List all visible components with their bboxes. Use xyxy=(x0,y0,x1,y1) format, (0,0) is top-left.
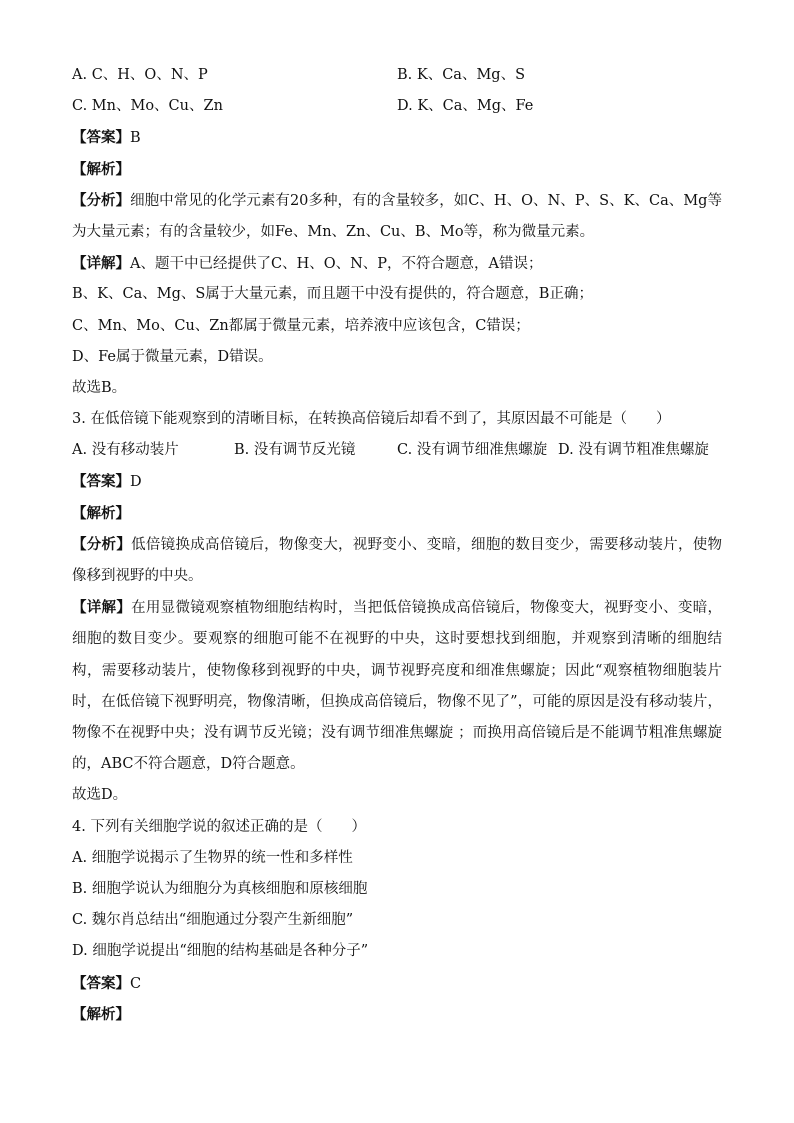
q3-xiangjie-text: 在用显微镜观察植物细胞结构时，当把低倍镜换成高倍镜后，物像变大，视野变小、变暗，细胞的数目变少。要观察的细胞可能不在视野的中央，这时要想找到细胞，并观察到清晰的细胞结构，需要移动装片，使物像移到视野的中央，调节视野亮度和细准焦螺旋；因此“观察植物细胞装片时，在低倍镜下视野明亮，物像清晰，但换成高倍镜后，物像不见了”，可能的原因是没有移动装片，物像不在视野中央；没有调节反光镜；没有调节细准焦螺旋 ；而换用高倍镜后是不能调节粗准焦螺旋的，ABC不符合题意，D符合题意。 xyxy=(72,600,723,773)
q2-answer-value: B xyxy=(130,130,141,147)
q2-analysis-heading xyxy=(72,154,722,185)
q3-fenxi-tag: 【分析】 xyxy=(72,535,132,553)
q2-fenxi-text: 细胞中常见的化学元素有20多种，有的含量较多，如C、H、O、N、P、S、K、Ca、Mg等为大量元素；有的含量较少，如Fe、Mn、Zn、Cu、B、Mo等，称为微量元素。 xyxy=(72,192,722,240)
q3-option-d: D. 没有调节粗准焦螺旋 xyxy=(558,442,709,459)
q3-stem: 3. 在低倍镜下能观察到的清晰目标，在转换高倍镜后却看不到了，其原因最不可能是（ ） xyxy=(72,411,671,428)
q4-option-a: A. 细胞学说揭示了生物界的统一性和多样性 xyxy=(72,849,353,866)
q3-xiangjie xyxy=(72,592,722,780)
q2-option-a: A. C、H、O、N、P xyxy=(72,67,208,83)
q3-options-row xyxy=(72,435,722,466)
q4-analysis-tag: 【解析】 xyxy=(72,1005,130,1023)
q2-conclusion: 故选B。 xyxy=(72,379,127,396)
q3-answer xyxy=(72,466,722,497)
q2-xiangjie-tag: 【详解】 xyxy=(72,255,130,273)
q2-answer-tag: 【答案】 xyxy=(72,129,130,147)
q2-options-row-2 xyxy=(72,91,722,122)
q4-option-d: D. 细胞学说提出“细胞的结构基础是各种分子” xyxy=(72,943,369,960)
q2-analysis-tag: 【解析】 xyxy=(72,160,130,178)
q3-analysis-heading xyxy=(72,498,722,529)
document-page xyxy=(72,60,722,1030)
q2-xiangjie-b: B、K、Ca、Mg、S属于大量元素，而且题干中没有提供的，符合题意，B正确； xyxy=(72,286,593,303)
q3-fenxi-text: 低倍镜换成高倍镜后，物像变大，视野变小、变暗，细胞的数目变少，需要移动装片，使物像移到视野的中央。 xyxy=(72,536,723,585)
q4-answer-value: C xyxy=(130,975,142,992)
q3-option-b: B. 没有调节反光镜 xyxy=(234,442,356,459)
q3-option-a: A. 没有移动装片 xyxy=(72,442,179,459)
q2-option-c: C. Mn、Mo、Cu、Zn xyxy=(72,98,223,115)
q4-stem: 4. 下列有关细胞学说的叙述正确的是（ ） xyxy=(72,818,366,835)
q4-analysis-heading xyxy=(72,999,722,1030)
q2-xiangjie-a-text: A、题干中已经提供了C、H、O、N、P，不符合题意，A错误； xyxy=(130,256,543,273)
q2-option-b: B. K、Ca、Mg、S xyxy=(397,67,526,83)
q3-conclusion: 故选D。 xyxy=(72,787,128,804)
q4-answer-tag: 【答案】 xyxy=(72,974,130,992)
q3-answer-tag: 【答案】 xyxy=(72,473,130,491)
q2-fenxi-tag: 【分析】 xyxy=(72,191,131,209)
q2-fenxi xyxy=(72,185,722,248)
q2-options-row-1 xyxy=(72,60,722,91)
q4-option-b: B. 细胞学说认为细胞分为真核细胞和原核细胞 xyxy=(72,881,368,898)
q2-answer xyxy=(72,122,722,153)
q2-xiangjie-c: C、Mn、Mo、Cu、Zn都属于微量元素，培养液中应该包含，C错误； xyxy=(72,317,530,334)
q3-xiangjie-tag: 【详解】 xyxy=(72,599,132,617)
q4-option-c: C. 魏尔肖总结出“细胞通过分裂产生新细胞” xyxy=(72,912,354,929)
q3-option-c: C. 没有调节细准焦螺旋 xyxy=(397,442,548,459)
q3-answer-value: D xyxy=(130,474,142,491)
q3-analysis-tag: 【解析】 xyxy=(72,504,130,522)
q3-fenxi xyxy=(72,529,722,592)
q2-xiangjie-d: D、Fe属于微量元素，D错误。 xyxy=(72,348,273,365)
q2-xiangjie-a xyxy=(72,248,722,279)
q2-option-d: D. K、Ca、Mg、Fe xyxy=(397,98,534,115)
q4-answer xyxy=(72,968,722,999)
